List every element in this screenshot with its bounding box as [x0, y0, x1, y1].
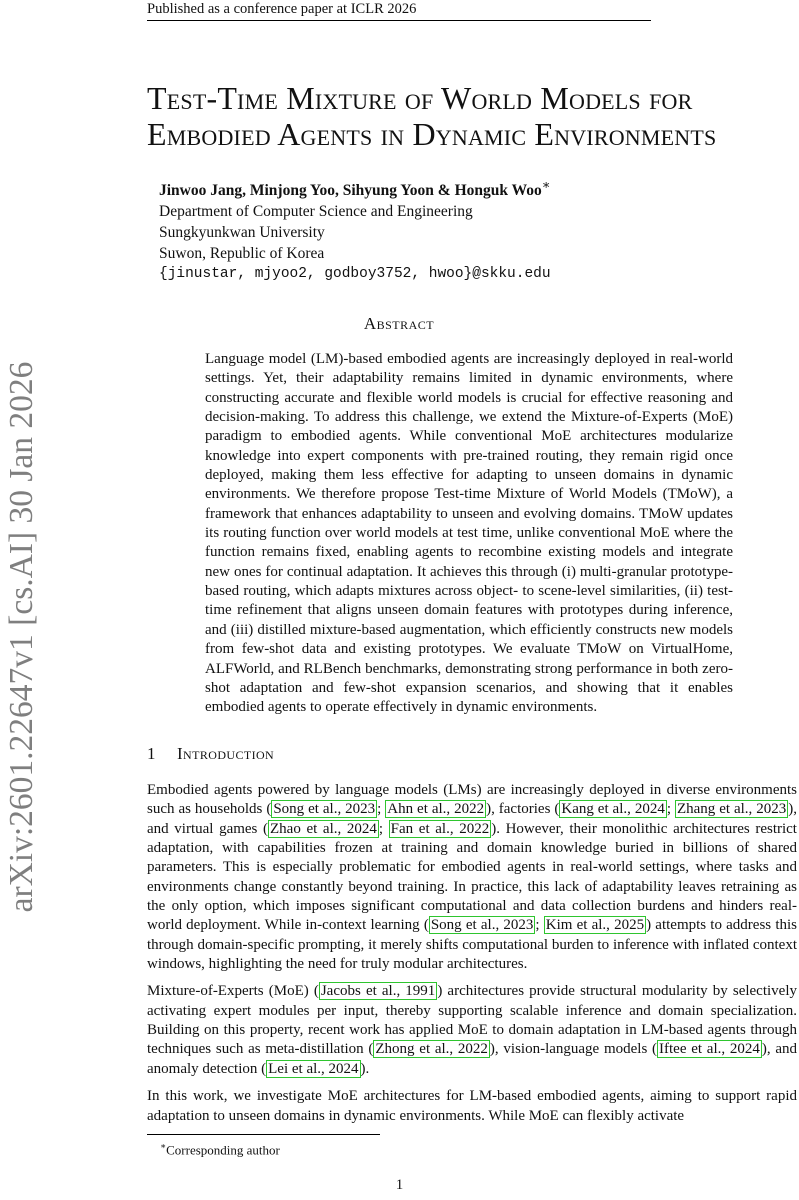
author-block [159, 174, 719, 285]
text-run: ). [360, 1060, 370, 1077]
author-emails: {jinustar, mjyoo2, godboy3752, hwoo}@skku.edu [159, 266, 551, 283]
arxiv-stamp: arXiv:2601.22647v1 [cs.AI] 30 Jan 2026 [3, 361, 40, 913]
citation-link[interactable]: Jacobs et al., 1991 [320, 983, 436, 1000]
citation-link[interactable]: Lei et al., 2024 [268, 1060, 359, 1077]
citation-link[interactable]: Zhong et al., 2022 [375, 1041, 488, 1058]
footnote-marker: ∗ [160, 1141, 167, 1151]
text-run: ), and anomaly detection ( [147, 1041, 797, 1077]
citation-link[interactable]: Song et al., 2023 [273, 801, 376, 818]
intro-paragraph-1 [147, 781, 797, 974]
section-heading-introduction [147, 743, 274, 765]
text-run: ), vision-language models ( [489, 1041, 658, 1058]
page-number: 1 [395, 1177, 404, 1193]
citation-link[interactable]: Iftee et al., 2024 [659, 1041, 760, 1058]
footnote-rule [147, 1134, 380, 1135]
abstract-heading: Abstract [363, 314, 435, 333]
text-run: ; [378, 820, 389, 837]
citation-link[interactable]: Zhao et al., 2024 [270, 820, 377, 837]
section-title: Introduction [177, 744, 275, 763]
citation-link[interactable]: Kang et al., 2024 [561, 801, 665, 818]
text-run: ), and virtual games ( [147, 801, 798, 837]
citation-link[interactable]: Zhang et al., 2023 [676, 801, 787, 818]
citation-link[interactable]: Ahn et al., 2022 [387, 801, 485, 818]
text-run: ; [666, 801, 675, 818]
text-run: ; [535, 917, 544, 934]
citation-link[interactable]: Fan et al., 2022 [390, 820, 490, 837]
author-department: Department of Computer Science and Engineering [159, 203, 473, 221]
paper-title: Test-Time Mixture of World Models for Embodied Agents in Dynamic Environments [147, 80, 717, 152]
text-run: ) architectures provide structural modularity by selectively activating expert modules per input, thereby supporting scalable inference and domain specialization. Building on this property, recent work has applied MoE to domain adaptation in LM-based agents through techniques such as meta-distillation ( [147, 983, 798, 1058]
footnote [160, 1138, 280, 1158]
author-names: Jinwoo Jang, Minjong Yoo, Sihyung Yoon & Honguk Woo [159, 182, 542, 200]
text-run: ) attempts to address this through domain-specific prompting, it merely shifts computational burden to inference with inflated context windows, highlighting the need for truly modular architectures. [147, 917, 797, 973]
citation-link[interactable]: Kim et al., 2025 [545, 917, 645, 934]
section-number: 1 [147, 744, 156, 763]
running-header: Published as a conference paper at ICLR 2026 [147, 1, 417, 17]
corresponding-marker: ∗ [541, 177, 551, 192]
author-location: Suwon, Republic of Korea [159, 245, 325, 263]
introduction-body [147, 781, 797, 1134]
text-run: Embodied agents powered by language models (LMs) are increasingly deployed in diverse environments such as households ( [147, 782, 797, 818]
text-run: ), factories ( [486, 801, 560, 818]
intro-paragraph-2 [147, 982, 797, 1079]
footnote-text: Corresponding author [166, 1142, 280, 1158]
text-run: Mixture-of-Experts (MoE) ( [147, 983, 319, 1000]
text-run: ; [377, 801, 386, 818]
author-names-line [159, 174, 719, 201]
text-run: ). However, their monolithic architectures restrict adaptation, with capabilities frozen at training and domain knowledge buried in billions of shared parameters. This is especially problematic for embodied agents in real-world settings, where tasks and environments change constantly beyond training. In practice, this lack of adaptability leaves retraining as the only option, which imposes significant computational and data collection burdens and hinders real-world deployment. While in-context learning ( [147, 820, 797, 934]
header-rule [147, 20, 651, 21]
citation-link[interactable]: Song et al., 2023 [430, 917, 534, 934]
abstract-text: Language model (LM)-based embodied agents are increasingly deployed in real-world settings. Yet, their adaptability remains limited in dynamic environments, where constructing accurate and flexible world models is crucial for effective reasoning and decision-making. To address this challenge, we extend the Mixture-of-Experts (MoE) paradigm to embodied agents. While conventional MoE architectures modularize knowledge into expert components with pre-trained routing, they remain rigid once deployed, making them less effective for adapting to unseen domains in dynamic environments. We therefore propose Test-time Mixture of World Models (TMoW), a framework that enhances adaptability to unseen and evolving domains. TMoW updates its routing function over world models at test time, unlike conventional MoE where the function remains fixed, enabling agents to recombine existing models and integrate new ones for continual adaptation. It achieves this through (i) multi-granular prototype-based routing, which adapts mixtures across object- to scene-level similarities, (ii) test-time refinement that aligns unseen domain features with prototypes during inference, and (iii) distilled mixture-based augmentation, which efficiently constructs new models from few-shot data and existing prototypes. We evaluate TMoW on VirtualHome, ALFWorld, and RLBench benchmarks, demonstrating strong performance in both zero-shot adaptation and few-shot expansion scenarios, and showing that it enables embodied agents to operate effectively in dynamic environments. [205, 351, 733, 716]
author-university: Sungkyunkwan University [159, 224, 325, 242]
intro-paragraph-3: In this work, we investigate MoE architectures for LM-based embodied agents, aiming to support rapid adaptation to unseen domains in dynamic environments. While MoE can flexibly activate [147, 1088, 797, 1124]
